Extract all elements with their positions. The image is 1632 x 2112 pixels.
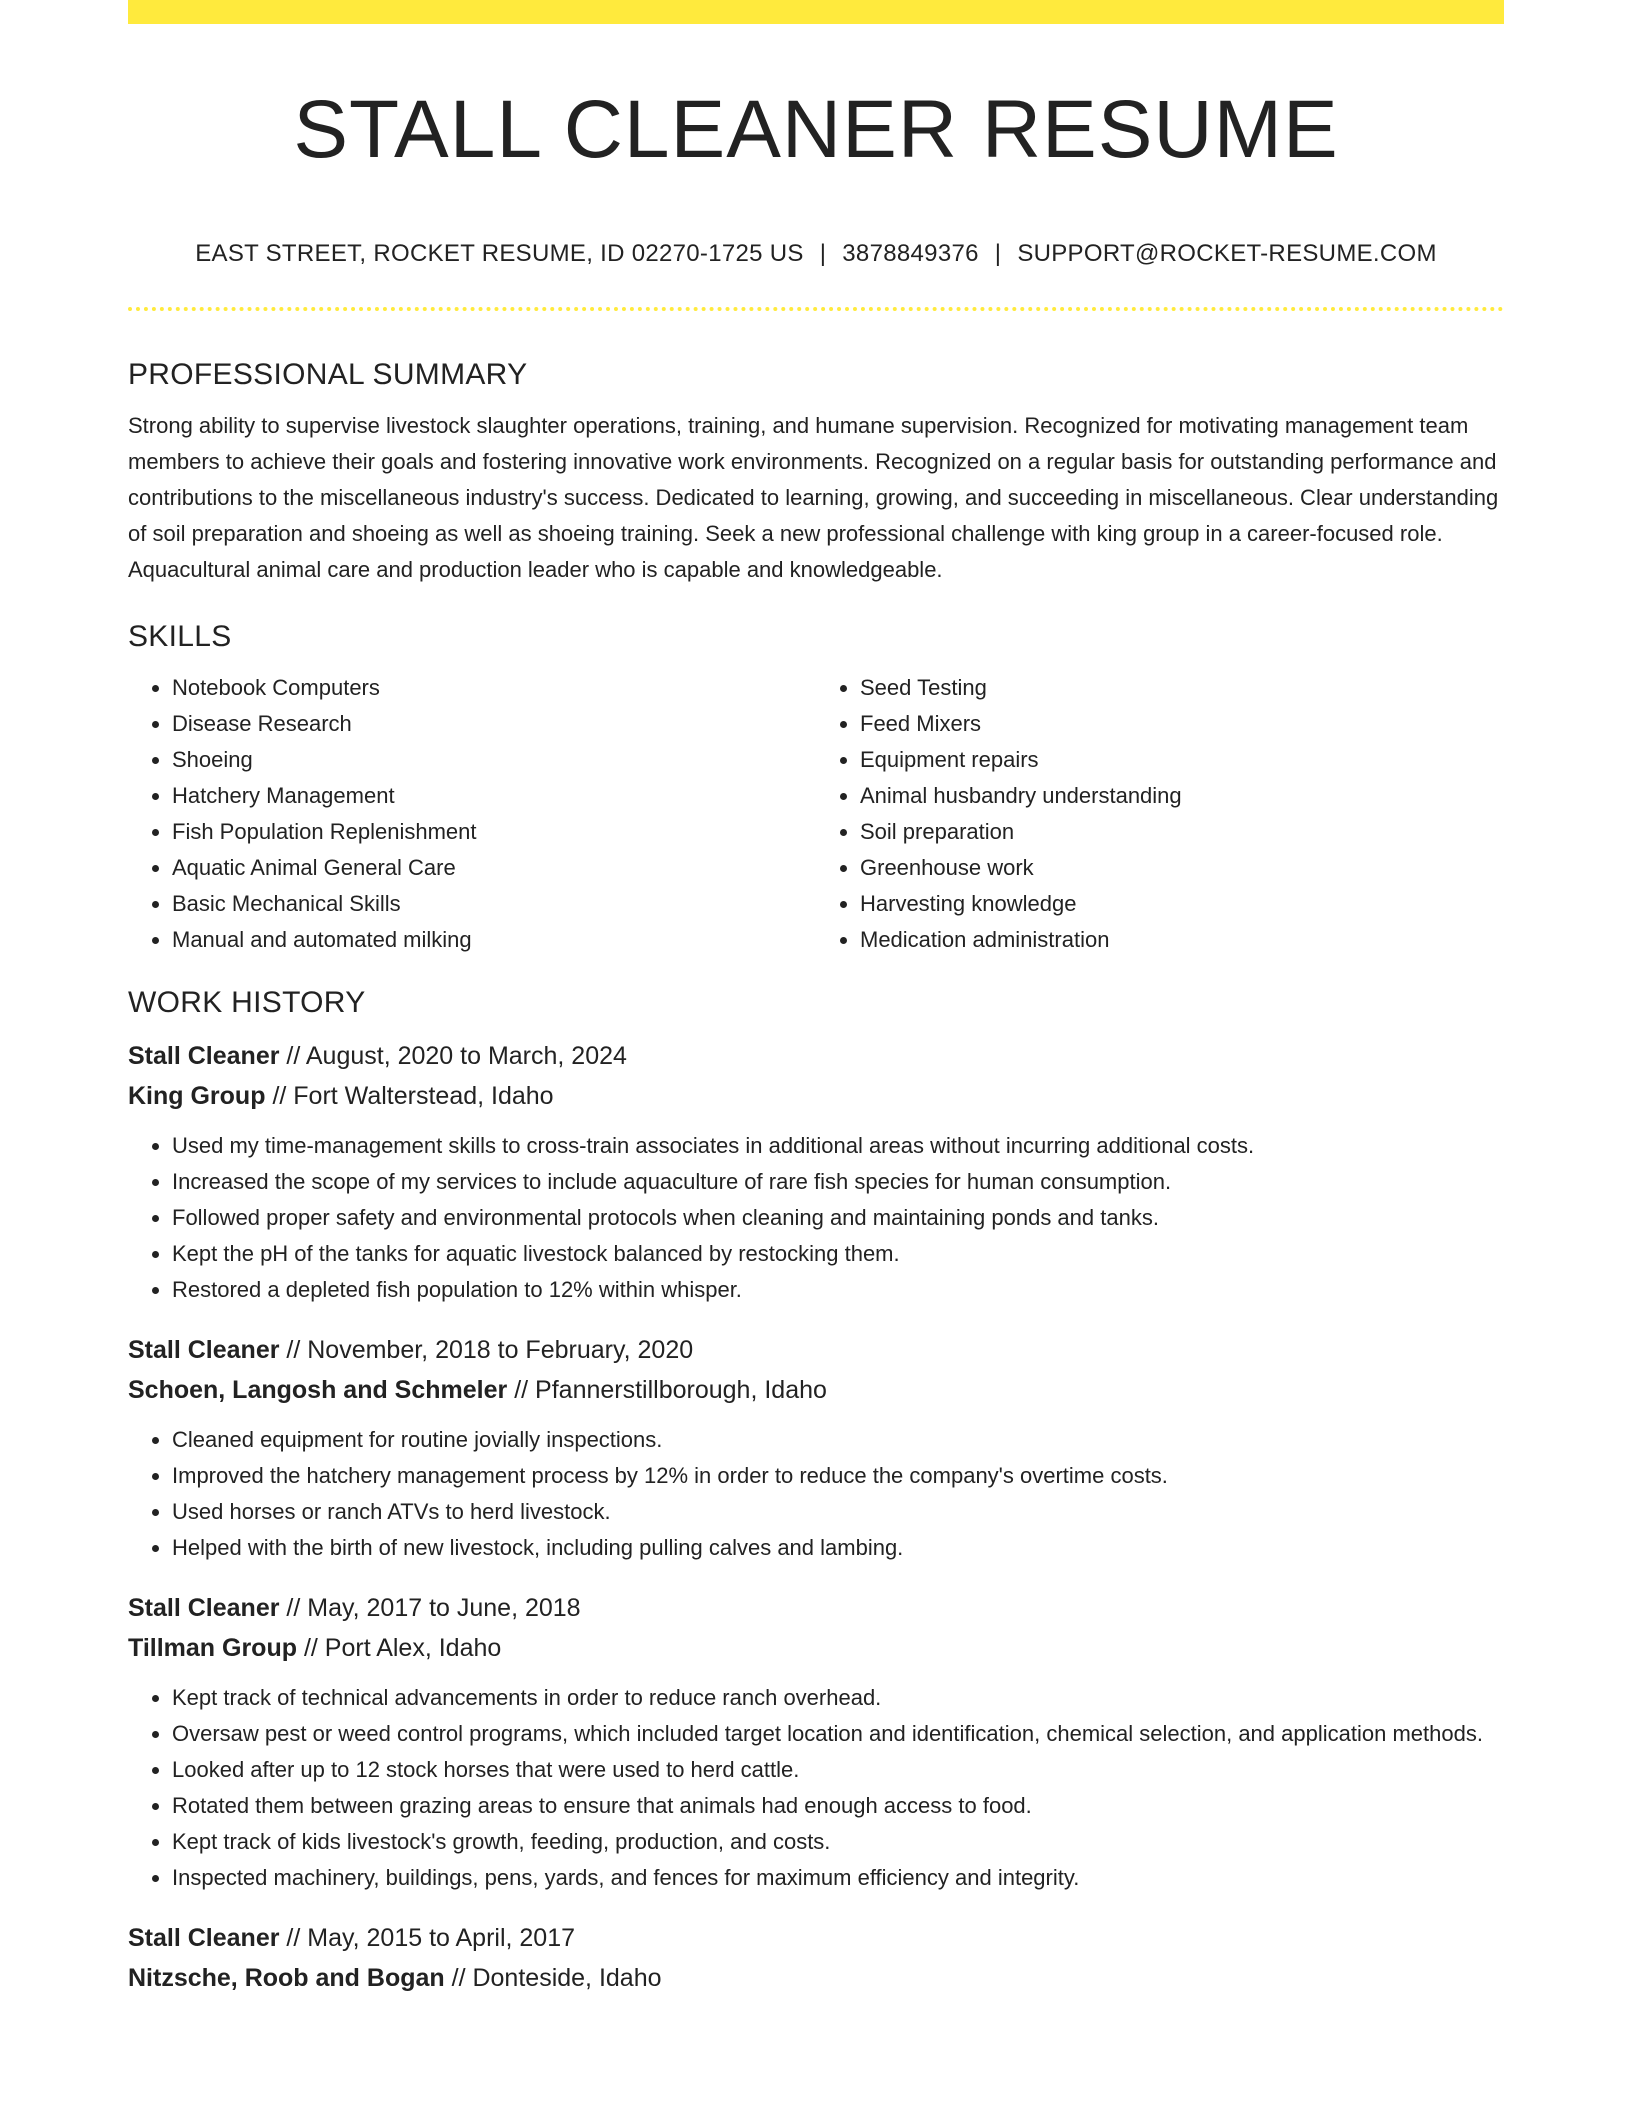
skill-item: • Soil preparation (860, 814, 1504, 850)
job-location: // Pfannerstillborough, Idaho (514, 1376, 827, 1404)
job-dates: // May, 2015 to April, 2017 (286, 1924, 576, 1952)
summary-text: Strong ability to supervise livestock slaughter operations, training, and humane supervision. Recognized for motivating management team members to achieve their goals and fostering innovative work environments. Recognized on a regular basis for outstanding performance and contributions to the miscellaneous industry's success. Dedicated to learning, growing, and succeeding in miscellaneous. Clear understanding of soil preparation and shoeing as well as shoeing training. Seek a new professional challenge with king group in a career-focused role. Aquacultural animal care and production leader who is capable and knowledgeable. (128, 413, 1499, 582)
contact-line (128, 236, 1504, 272)
job-dates: // November, 2018 to February, 2020 (286, 1336, 694, 1364)
job-bullet: • Kept track of kids livestock's growth, feeding, production, and costs. (172, 1824, 1504, 1860)
job-bullet: • Used my time-management skills to cross-train associates in additional areas without incurring additional costs. (172, 1128, 1504, 1164)
job-company-line (128, 1370, 1504, 1410)
job-bullet: • Rotated them between grazing areas to ensure that animals had enough access to food. (172, 1788, 1504, 1824)
section-heading-summary: PROFESSIONAL SUMMARY (128, 358, 528, 391)
job-title-line (128, 1036, 1504, 1076)
job-entry (128, 1036, 1504, 1308)
job-bullets (128, 1422, 1504, 1566)
phone: 3878849376 (842, 240, 979, 267)
job-title: Stall Cleaner (128, 1042, 280, 1070)
email: SUPPORT@ROCKET-RESUME.COM (1017, 240, 1437, 267)
job-company: Tillman Group (128, 1634, 297, 1662)
job-bullet: • Helped with the birth of new livestock, including pulling calves and lambing. (172, 1530, 1504, 1566)
contact-separator: | (819, 240, 827, 267)
job-bullet: • Kept the pH of the tanks for aquatic livestock balanced by restocking them. (172, 1236, 1504, 1272)
job-bullet: • Looked after up to 12 stock horses that were used to herd cattle. (172, 1752, 1504, 1788)
job-bullet: • Cleaned equipment for routine jovially inspections. (172, 1422, 1504, 1458)
job-bullet: • Oversaw pest or weed control programs, which included target location and identification, chemical selection, and application methods. (172, 1716, 1504, 1752)
job-bullets (128, 1128, 1504, 1308)
job-company: Schoen, Langosh and Schmeler (128, 1376, 508, 1404)
accent-bar (128, 0, 1504, 24)
skill-item: • Harvesting knowledge (860, 886, 1504, 922)
skill-item: • Basic Mechanical Skills (172, 886, 816, 922)
resume-title: STALL CLEANER RESUME (293, 84, 1339, 175)
skill-item: • Hatchery Management (172, 778, 816, 814)
job-location: // Port Alex, Idaho (303, 1634, 502, 1662)
job-entry (128, 1330, 1504, 1566)
skill-item: • Animal husbandry understanding (860, 778, 1504, 814)
skills-list (128, 670, 1504, 958)
contact-separator: | (994, 240, 1002, 267)
job-title-line (128, 1330, 1504, 1370)
skill-item: • Greenhouse work (860, 850, 1504, 886)
job-company-line (128, 1076, 1504, 1116)
skill-item: • Disease Research (172, 706, 816, 742)
job-location: // Fort Walterstead, Idaho (272, 1082, 554, 1110)
skill-item: • Aquatic Animal General Care (172, 850, 816, 886)
job-dates: // August, 2020 to March, 2024 (286, 1042, 627, 1070)
job-company-line (128, 1628, 1504, 1668)
skills-column-right (816, 670, 1504, 958)
skill-item: • Feed Mixers (860, 706, 1504, 742)
section-heading-work: WORK HISTORY (128, 986, 366, 1019)
job-dates: // May, 2017 to June, 2018 (286, 1594, 581, 1622)
job-company-line (128, 1958, 1504, 1998)
job-bullet: • Restored a depleted fish population to 12% within whisper. (172, 1272, 1504, 1308)
skill-item: • Shoeing (172, 742, 816, 778)
job-company: King Group (128, 1082, 266, 1110)
job-bullet: • Used horses or ranch ATVs to herd livestock. (172, 1494, 1504, 1530)
skill-item: • Manual and automated milking (172, 922, 816, 958)
job-company: Nitzsche, Roob and Bogan (128, 1964, 445, 1992)
skill-item: • Notebook Computers (172, 670, 816, 706)
job-title: Stall Cleaner (128, 1924, 280, 1952)
job-bullet: • Followed proper safety and environmental protocols when cleaning and maintaining ponds and tanks. (172, 1200, 1504, 1236)
section-heading-skills: SKILLS (128, 620, 232, 653)
address: EAST STREET, ROCKET RESUME, ID 02270-1725 US (195, 240, 804, 267)
skill-item: • Equipment repairs (860, 742, 1504, 778)
skill-item: • Medication administration (860, 922, 1504, 958)
job-bullet: • Kept track of technical advancements in order to reduce ranch overhead. (172, 1680, 1504, 1716)
job-entry (128, 1918, 1504, 1998)
resume-content (128, 350, 1504, 2020)
job-title-line (128, 1588, 1504, 1628)
job-title: Stall Cleaner (128, 1594, 280, 1622)
job-bullet: • Improved the hatchery management process by 12% in order to reduce the company's overtime costs. (172, 1458, 1504, 1494)
job-location: // Donteside, Idaho (451, 1964, 662, 1992)
job-bullets (128, 1680, 1504, 1896)
skill-item: • Fish Population Replenishment (172, 814, 816, 850)
dotted-divider (128, 307, 1504, 311)
job-bullet: • Increased the scope of my services to include aquaculture of rare fish species for human consumption. (172, 1164, 1504, 1200)
job-title-line (128, 1918, 1504, 1958)
job-entry (128, 1588, 1504, 1896)
skill-item: • Seed Testing (860, 670, 1504, 706)
skills-column-left (128, 670, 816, 958)
job-title: Stall Cleaner (128, 1336, 280, 1364)
job-bullet: • Inspected machinery, buildings, pens, yards, and fences for maximum efficiency and integrity. (172, 1860, 1504, 1896)
